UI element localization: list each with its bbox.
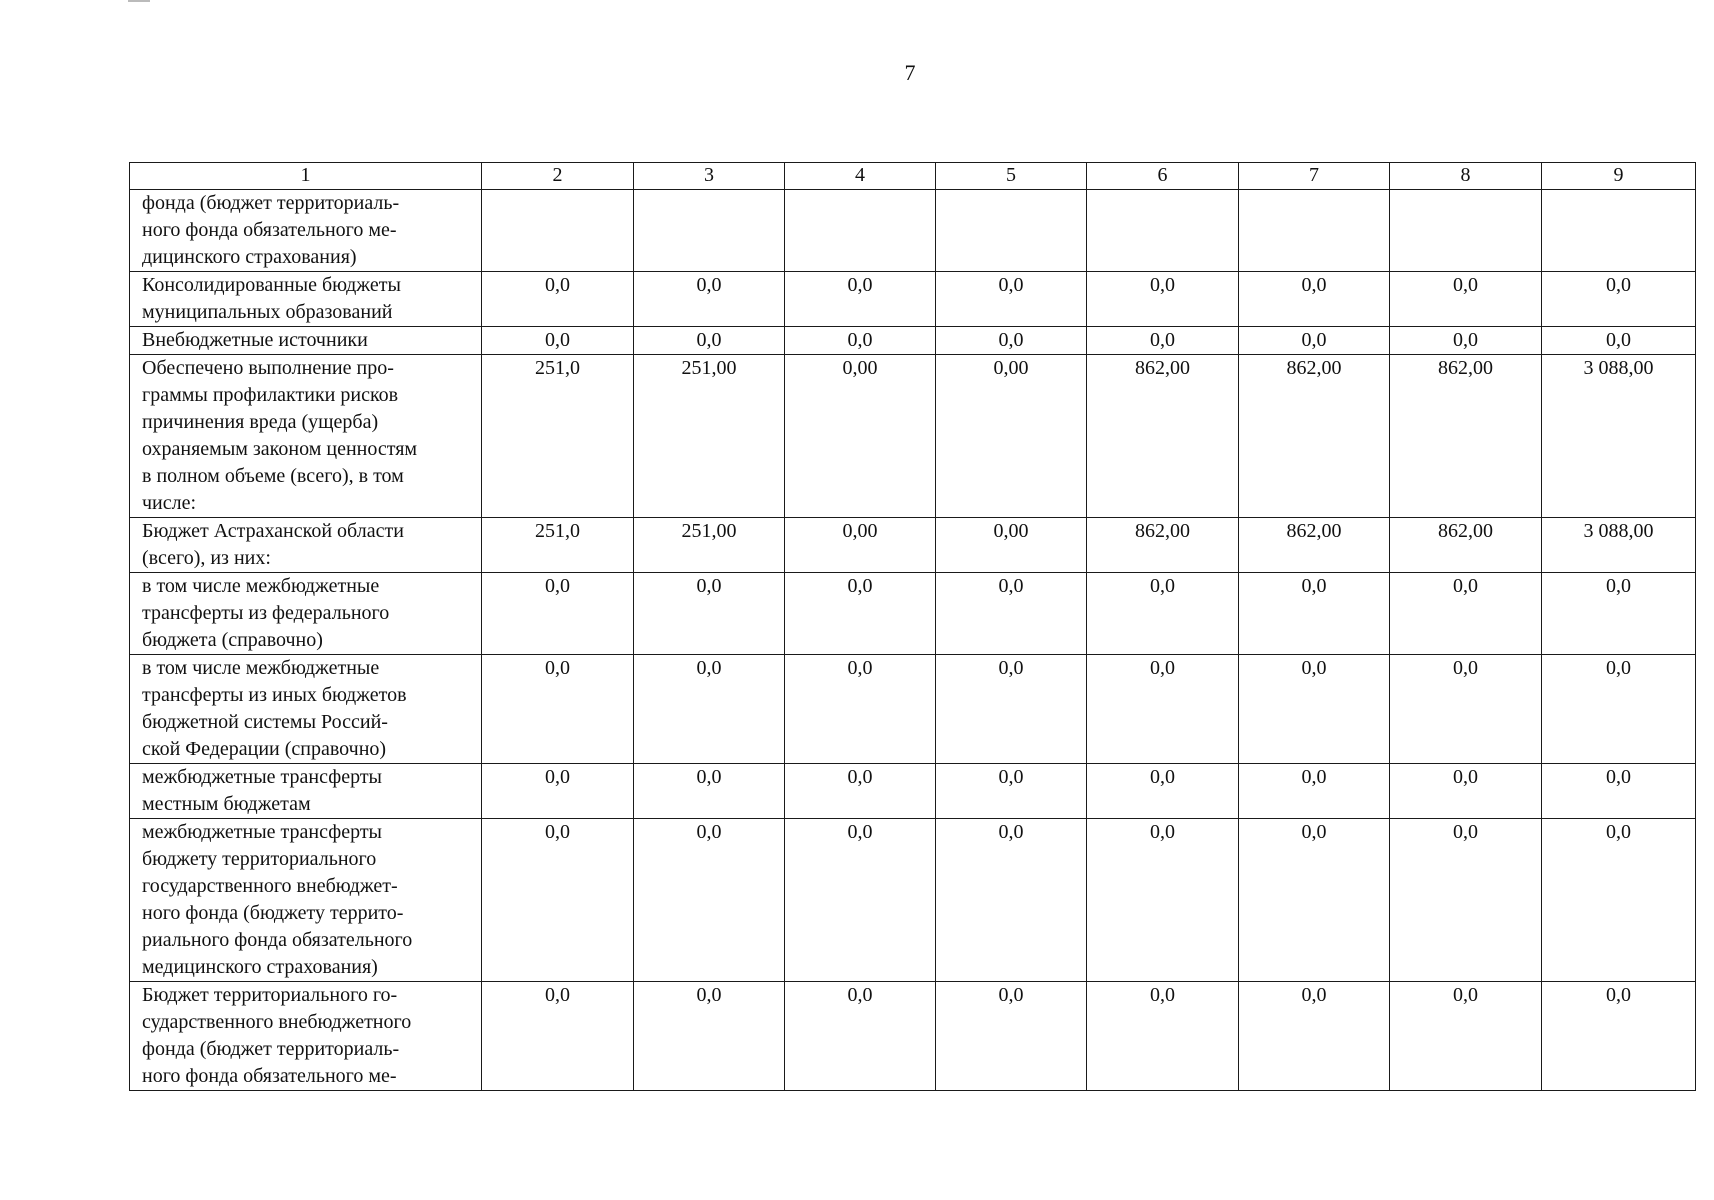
budget-table (129, 162, 1696, 1091)
table-body (130, 163, 1696, 1091)
row-label-line: бюджетной системы Россий- (142, 711, 388, 733)
value-cell-col-8: 0,0 (1390, 655, 1542, 764)
value-cell-col-3 (634, 190, 785, 272)
value-cell-col-6: 0,0 (1087, 327, 1239, 355)
value-cell-col-4: 0,0 (785, 272, 936, 327)
row-label-line: граммы профилактики рисков (142, 384, 399, 406)
value-cell-col-5: 0,00 (936, 355, 1087, 518)
value-cell-col-9: 3 088,00 (1542, 518, 1696, 573)
value-cell-col-9: 0,0 (1542, 819, 1696, 982)
value-cell-col-9: 0,0 (1542, 655, 1696, 764)
row-label (130, 982, 482, 1091)
column-number-7: 7 (1239, 163, 1390, 190)
value-cell-col-5: 0,0 (936, 655, 1087, 764)
value-cell-col-3: 0,0 (634, 272, 785, 327)
column-number-4: 4 (785, 163, 936, 190)
row-label-line: трансферты из федерального (142, 602, 390, 624)
value-cell-col-2: 0,0 (482, 327, 634, 355)
value-cell-col-4: 0,0 (785, 819, 936, 982)
value-cell-col-4: 0,0 (785, 573, 936, 655)
value-cell-col-4: 0,00 (785, 518, 936, 573)
value-cell-col-8: 0,0 (1390, 573, 1542, 655)
value-cell-col-8: 0,0 (1390, 982, 1542, 1091)
table-row (130, 573, 1696, 655)
value-cell-col-3: 0,0 (634, 573, 785, 655)
column-number-3: 3 (634, 163, 785, 190)
column-number-9: 9 (1542, 163, 1696, 190)
value-cell-col-6: 862,00 (1087, 355, 1239, 518)
value-cell-col-7: 0,0 (1239, 764, 1390, 819)
row-label-line: бюджета (справочно) (142, 629, 323, 651)
row-label-line: (всего), из них: (142, 547, 271, 569)
table-row (130, 518, 1696, 573)
row-label-line: трансферты из иных бюджетов (142, 684, 407, 706)
row-label (130, 764, 482, 819)
value-cell-col-8: 0,0 (1390, 327, 1542, 355)
value-cell-col-9: 0,0 (1542, 982, 1696, 1091)
row-label-line: числе: (142, 492, 197, 514)
value-cell-col-6: 0,0 (1087, 982, 1239, 1091)
row-label (130, 819, 482, 982)
value-cell-col-8: 0,0 (1390, 819, 1542, 982)
row-label-line: Внебюджетные источники (142, 329, 368, 351)
row-label-line: риального фонда обязательного (142, 929, 413, 951)
value-cell-col-9: 0,0 (1542, 327, 1696, 355)
value-cell-col-4: 0,0 (785, 327, 936, 355)
value-cell-col-7 (1239, 190, 1390, 272)
value-cell-col-9 (1542, 190, 1696, 272)
table-row (130, 355, 1696, 518)
scan-mark (128, 0, 150, 2)
value-cell-col-9: 3 088,00 (1542, 355, 1696, 518)
value-cell-col-8: 0,0 (1390, 272, 1542, 327)
table-row (130, 655, 1696, 764)
row-label-line: сударственного внебюджетного (142, 1011, 412, 1033)
row-label-line: охраняемым законом ценностям (142, 438, 418, 460)
value-cell-col-7: 0,0 (1239, 982, 1390, 1091)
row-label-line: Бюджет Астраханской области (142, 520, 404, 542)
row-label-line: ской Федерации (справочно) (142, 738, 387, 760)
value-cell-col-2: 0,0 (482, 655, 634, 764)
table-row (130, 982, 1696, 1091)
value-cell-col-4: 0,00 (785, 355, 936, 518)
value-cell-col-5: 0,0 (936, 819, 1087, 982)
value-cell-col-3: 251,00 (634, 355, 785, 518)
value-cell-col-6 (1087, 190, 1239, 272)
row-label (130, 327, 482, 355)
value-cell-col-7: 0,0 (1239, 819, 1390, 982)
row-label-line: в полном объеме (всего), в том (142, 465, 404, 487)
value-cell-col-5: 0,0 (936, 982, 1087, 1091)
value-cell-col-2 (482, 190, 634, 272)
value-cell-col-3: 0,0 (634, 819, 785, 982)
value-cell-col-9: 0,0 (1542, 764, 1696, 819)
row-label-line: ного фонда обязательного ме- (142, 219, 397, 241)
row-label-line: медицинского страхования) (142, 956, 378, 978)
row-label-line: межбюджетные трансферты (142, 766, 382, 788)
value-cell-col-6: 0,0 (1087, 819, 1239, 982)
column-number-5: 5 (936, 163, 1087, 190)
value-cell-col-7: 0,0 (1239, 655, 1390, 764)
column-number-6: 6 (1087, 163, 1239, 190)
value-cell-col-7: 862,00 (1239, 355, 1390, 518)
table-row (130, 272, 1696, 327)
row-label (130, 518, 482, 573)
value-cell-col-8: 862,00 (1390, 518, 1542, 573)
row-label-line: ного фонда обязательного ме- (142, 1065, 397, 1087)
value-cell-col-8 (1390, 190, 1542, 272)
row-label-line: фонда (бюджет территориаль- (142, 1038, 400, 1060)
value-cell-col-2: 251,0 (482, 518, 634, 573)
row-label (130, 190, 482, 272)
value-cell-col-3: 0,0 (634, 982, 785, 1091)
value-cell-col-5: 0,0 (936, 272, 1087, 327)
value-cell-col-5: 0,0 (936, 327, 1087, 355)
value-cell-col-2: 251,0 (482, 355, 634, 518)
row-label-line: дицинского страхования) (142, 246, 357, 268)
value-cell-col-4: 0,0 (785, 764, 936, 819)
table-row (130, 764, 1696, 819)
value-cell-col-9: 0,0 (1542, 272, 1696, 327)
value-cell-col-3: 0,0 (634, 655, 785, 764)
value-cell-col-6: 0,0 (1087, 272, 1239, 327)
value-cell-col-3: 0,0 (634, 764, 785, 819)
value-cell-col-6: 862,00 (1087, 518, 1239, 573)
column-number-8: 8 (1390, 163, 1542, 190)
row-label-line: ного фонда (бюджету террито- (142, 902, 404, 924)
row-label-line: бюджету территориального (142, 848, 377, 870)
table-row (130, 819, 1696, 982)
value-cell-col-4: 0,0 (785, 982, 936, 1091)
value-cell-col-2: 0,0 (482, 573, 634, 655)
value-cell-col-7: 0,0 (1239, 573, 1390, 655)
value-cell-col-5: 0,00 (936, 518, 1087, 573)
row-label-line: в том числе межбюджетные (142, 575, 380, 597)
row-label-line: Консолидированные бюджеты (142, 274, 401, 296)
page-number: 7 (904, 60, 916, 85)
row-label (130, 355, 482, 518)
row-label-line: местным бюджетам (142, 793, 311, 815)
value-cell-col-4: 0,0 (785, 655, 936, 764)
value-cell-col-6: 0,0 (1087, 655, 1239, 764)
column-number-1: 1 (130, 163, 482, 190)
row-label (130, 655, 482, 764)
row-label-line: фонда (бюджет территориаль- (142, 192, 400, 214)
value-cell-col-6: 0,0 (1087, 764, 1239, 819)
row-label-line: причинения вреда (ущерба) (142, 411, 379, 433)
row-label-line: межбюджетные трансферты (142, 821, 382, 843)
row-label-line: государственного внебюджет- (142, 875, 398, 897)
value-cell-col-7: 0,0 (1239, 272, 1390, 327)
value-cell-col-3: 251,00 (634, 518, 785, 573)
value-cell-col-9: 0,0 (1542, 573, 1696, 655)
value-cell-col-6: 0,0 (1087, 573, 1239, 655)
table-row (130, 190, 1696, 272)
value-cell-col-5 (936, 190, 1087, 272)
row-label-line: в том числе межбюджетные (142, 657, 380, 679)
row-label-line: Бюджет территориального го- (142, 984, 398, 1006)
table-row (130, 327, 1696, 355)
value-cell-col-2: 0,0 (482, 764, 634, 819)
value-cell-col-8: 862,00 (1390, 355, 1542, 518)
value-cell-col-5: 0,0 (936, 764, 1087, 819)
value-cell-col-2: 0,0 (482, 819, 634, 982)
value-cell-col-3: 0,0 (634, 327, 785, 355)
row-label (130, 272, 482, 327)
value-cell-col-7: 0,0 (1239, 327, 1390, 355)
value-cell-col-5: 0,0 (936, 573, 1087, 655)
column-number-2: 2 (482, 163, 634, 190)
row-label-line: Обеспечено выполнение про- (142, 357, 394, 379)
value-cell-col-2: 0,0 (482, 272, 634, 327)
table-header-row (130, 163, 1696, 190)
value-cell-col-2: 0,0 (482, 982, 634, 1091)
row-label-line: муниципальных образований (142, 301, 393, 323)
value-cell-col-4 (785, 190, 936, 272)
value-cell-col-8: 0,0 (1390, 764, 1542, 819)
value-cell-col-7: 862,00 (1239, 518, 1390, 573)
row-label (130, 573, 482, 655)
